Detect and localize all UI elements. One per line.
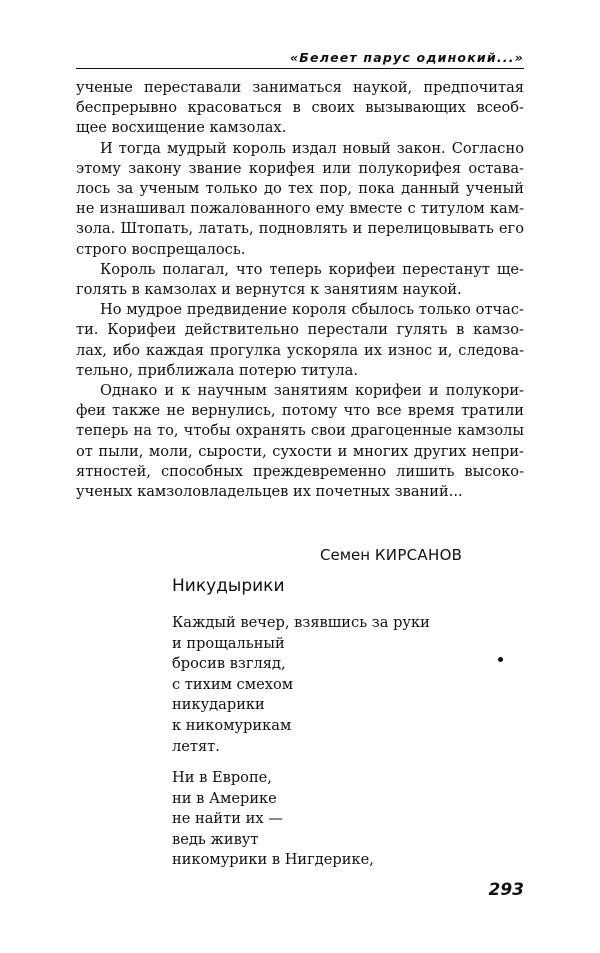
verse-line: ведь живут [172, 830, 259, 848]
verse-line: к никомурикам [172, 716, 292, 734]
page-number: 293 [488, 880, 524, 900]
text-line: этому закону звание корифея или полукорифея остава- [76, 159, 524, 177]
verse-line: летят. [172, 737, 220, 755]
text-line: ученые переставали заниматься наукой, предпочитая [76, 79, 524, 96]
text-line: ятностей, способных преждевременно лишить высоко- [76, 462, 524, 480]
text-line: голять в камзолах и вернутся к занятиям наукой. [76, 281, 462, 299]
poem-author [320, 546, 462, 564]
paragraph-3 [76, 260, 524, 300]
text-line: ти. Корифеи действительно перестали гулять в камзо- [76, 321, 524, 339]
text-line: теперь на то, чтобы охранять свои драгоценные камзолы [76, 422, 524, 440]
verse-line: с тихим смехом [172, 675, 294, 693]
text-line: от пыли, моли, сырости, сухости и многих других непри- [76, 442, 524, 460]
paragraph-4 [76, 300, 524, 381]
text-line: Но мудрое предвидение короля сбылось только отчас- [100, 301, 524, 319]
text-line: зола. Штопать, латать, подновлять и перелицовывать его [76, 220, 524, 238]
verse-line: бросив взгляд, [172, 655, 286, 673]
poem-stanza-2 [172, 768, 374, 871]
text-line: беспрерывно красоваться в своих вызывающих всеоб- [76, 99, 524, 117]
text-line: лось за ученым только до тех пор, пока данный ученый [76, 180, 524, 198]
paragraph-1 [76, 78, 524, 139]
poem-stanza-1 [172, 613, 430, 757]
text-line: Король полагал, что теперь корифеи перестанут ще- [100, 260, 524, 278]
stray-dot-mark [498, 657, 503, 662]
author-first-name: Семен [320, 546, 371, 564]
text-line: тельно, приближала потерю титула. [76, 361, 359, 379]
paragraph-5 [76, 381, 524, 502]
running-title: «Белеет парус одинокий...» [289, 50, 524, 65]
verse-line: не найти их — [172, 810, 283, 828]
text-line: не изнашивал пожалованного ему вместе с титулом кам- [76, 200, 524, 218]
text-line: строго воспрещалось. [76, 240, 246, 258]
verse-line: Ни в Европе, [172, 769, 272, 786]
text-line: щее восхищение камзолах. [76, 119, 287, 137]
text-line: лах, ибо каждая прогулка ускоряла их износ и, следова- [76, 341, 524, 359]
text-line: ученых камзоловладельцев их почетных званий... [76, 483, 463, 501]
header-rule [76, 68, 524, 69]
text-line: И тогда мудрый король издал новый закон. Согласно [100, 139, 524, 157]
verse-line: ни в Америке [172, 789, 277, 807]
verse-line: никударики [172, 696, 265, 714]
verse-line: никомурики в Нигдерике, [172, 851, 374, 869]
author-last-name: КИРСАНОВ [374, 546, 463, 564]
text-line: феи также не вернулись, потому что все время тратили [76, 402, 524, 420]
paragraph-2 [76, 139, 524, 260]
prose-body [76, 78, 524, 502]
verse-line: Каждый вечер, взявшись за руки [172, 614, 430, 631]
verse-line: и прощальный [172, 634, 285, 652]
poem-title: Никудырики [172, 576, 285, 596]
text-line: Однако и к научным занятиям корифеи и полукори- [100, 382, 524, 400]
